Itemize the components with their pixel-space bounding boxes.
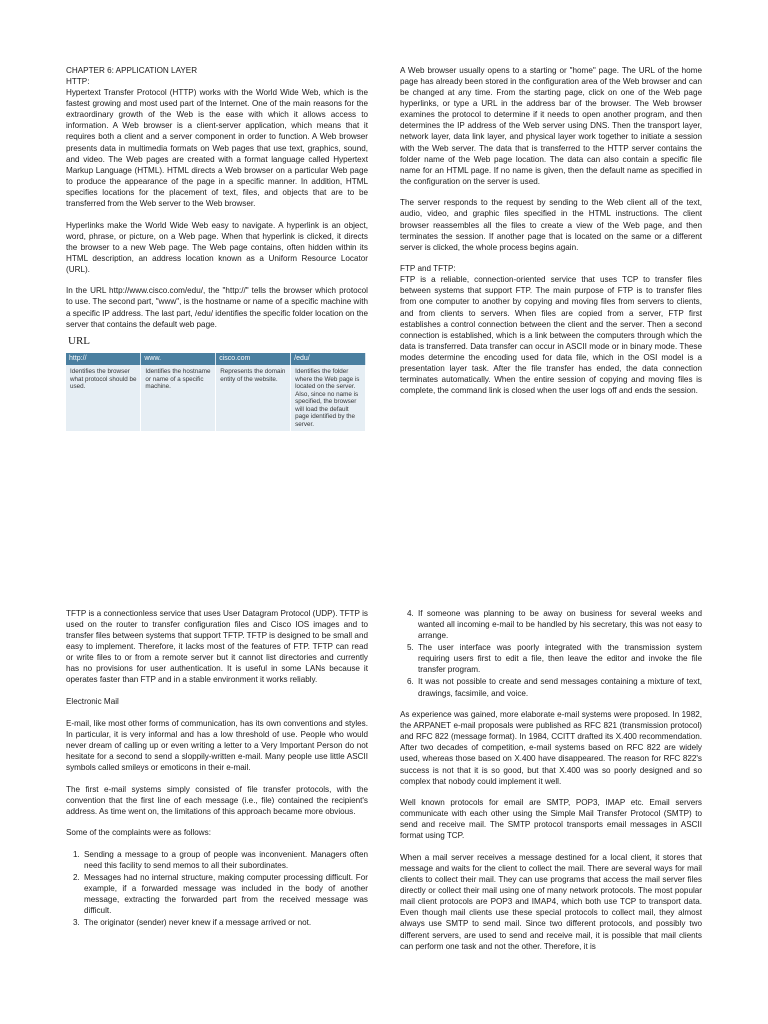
list-item: 6. It was not possible to create and send messages containing a mixture of text, drawings, facsimile, and voice.	[416, 676, 702, 698]
complaints-list	[66, 849, 368, 929]
ftp-paragraph: FTP is a reliable, connection-oriented service that uses TCP to transfer files between systems that support FTP. The main purpose of FTP is to transfer files from one computer to another by copying and moving files from servers to clients, and from clients to servers. When files are copied from a server, FTP first establishes a control connection between the client and the server. Then a second connection is established, which is a link between the computers through which the data is transferred. Data transfer can occur in ASCII mode or in binary mode. These modes determine the encoding used for data file, which in the OSI model is a presentation layer task. After the file transfer has ended, the data connection terminates automatically. When the entire session of copying and moving files is complete, the command link is closed when the user logs off and ends the session.	[400, 275, 702, 396]
page-1-right-column	[400, 65, 702, 407]
complaints-list-continued	[400, 608, 702, 699]
url-cell-protocol: Identifies the browser what protocol should be used.	[66, 365, 141, 431]
url-figure-label: URL	[68, 334, 90, 347]
complaints-intro: Some of the complaints were as follows:	[66, 828, 211, 838]
list-item: 4. If someone was planning to be away on business for several weeks and wanted all incoming e-mail to be handled by his secretary, this was not easy to arrange.	[416, 608, 702, 641]
browser-home-paragraph: A Web browser usually opens to a starting or "home" page. The URL of the home page has already been stored in the configuration area of the Web browser and can be changed at any time. From the starting page, click on one of the Web page hyperlinks, or type a URL in the address bar of the browser. The Web browser examines the protocol to determine if it needs to open another program, and then determines the IP address of the Web server using DNS. Then the transport layer, network layer, data link layer, and physical layer work together to initiate a session with the Web server. The data that is transferred to the HTTP server contains the folder name of the Web page location. The data can also contain a specific file name for an HTML page. If no name is given, then the default name as specified in the configuration on the server is used.	[400, 66, 702, 186]
email-protocols-paragraph: Well known protocols for email are SMTP, POP3, IMAP etc. Email servers communicate with each other using the Simple Mail Transfer Protocol (SMTP) to send and receive mail. The SMTP protocol transports email messages in ASCII format using TCP.	[400, 798, 702, 841]
hyperlink-paragraph: Hyperlinks make the World Wide Web easy to navigate. A hyperlink is an object, word, phrase, or picture, on a Web page. When that hyperlink is clicked, it directs the browser to a new Web page. The Web page contains, often hidden within its HTML description, an address location known as a Uniform Resource Locator (URL).	[66, 220, 368, 274]
url-header-protocol: http://	[66, 353, 141, 365]
chapter-heading	[66, 65, 368, 87]
list-item: 3. The originator (sender) never knew if a message arrived or not.	[82, 917, 368, 928]
url-header-host: www.	[141, 353, 216, 365]
email-heading: Electronic Mail	[66, 697, 119, 707]
url-paragraph: In the URL http://www.cisco.com/edu/, the "http://" tells the browser which protocol to use. The second part, "www", is the hostname or name of a specific machine with a specific IP address. The last part, /edu/ identifies the specific folder location on the server that contains the default web page.	[66, 286, 368, 329]
url-table-body-row	[66, 365, 366, 431]
document-page-2	[0, 598, 768, 1024]
tftp-paragraph: TFTP is a connectionless service that uses User Datagram Protocol (UDP). TFTP is used on the router to transfer configuration files and Cisco IOS images and to transfer files between systems that support TFTP. TFTP is designed to be small and easy to implement. Therefore, it lacks most of the features of FTP. TFTP can read or write files to or from a remote server but it cannot list directories and currently has no provisions for user authentication. It is useful in some LANs because it operates faster than FTP and in a stable environment it works reliably.	[66, 609, 368, 685]
first-email-systems-paragraph: The first e-mail systems simply consisted of file transfer protocols, with the convention that the first line of each message (i.e., file) contained the recipient's address. As time went on, the limitations of this approach became more obvious.	[66, 784, 368, 816]
list-item: 5. The user interface was poorly integrated with the transmission system requiring users first to edit a file, then leave the editor and invoke the file transfer program.	[416, 642, 702, 675]
email-conventions-paragraph: E-mail, like most other forms of communication, has its own conventions and styles. In particular, it is very informal and has a low threshold of use. People who would never dream of calling up or even writing a letter to a Very Important Person do not hesitate for a second to send a sloppily-written e-mail. Many people use little ASCII symbols called smileys or emoticons in their e-mail.	[66, 718, 368, 772]
ftp-section	[400, 263, 702, 396]
http-paragraph-1: Hypertext Transfer Protocol (HTTP) works with the World Wide Web, which is the fastest growing and most used part of the Internet. One of the main reasons for the extraordinary growth of the Web is the ease with which it allows access to information. A Web browser is a client-server application, which means that it requires both a client and a server component in order to function. A Web browser presents data in multimedia formats on Web pages that use text, graphics, sound, and video. The Web pages are created with a format language called Hypertext Markup Language (HTML). HTML directs a Web browser on a particular Web page to produce the appearance of the page in a specific manner. In addition, HTML specifies locations for the placement of text, files, and objects that are to be transferred from the Web server to the Web browser.	[66, 88, 368, 208]
list-item: 2. Messages had no internal structure, making computer processing difficult. For example, if a forwarded message was included in the body of another message, extracting the forwarded part from the received message was difficult.	[82, 872, 368, 916]
http-heading: HTTP:	[66, 77, 90, 87]
chapter-title: CHAPTER 6: APPLICATION LAYER	[66, 66, 198, 75]
list-item: 1. Sending a message to a group of people was inconvenient. Managers often need this facility to send memos to all their subordinates.	[82, 849, 368, 871]
page-1-left-column	[66, 65, 368, 431]
url-cell-folder: Identifies the folder where the Web page is located on the server. Also, since no name is specified, the browser will load the default page identified by the server.	[291, 365, 366, 431]
mail-server-paragraph: When a mail server receives a message destined for a local client, it stores that message and waits for the client to collect the mail. There are several ways for mail clients to collect their mail. They can use programs that access the mail server files directly or collect their mail using one of many network protocols. The most popular mail client protocols are POP3 and IMAP4, which both use TCP to transport data. Even though mail clients use these special protocols to collect mail, they almost always use SMTP to send mail. Since two different protocols, and possibly two different servers, are used to send and receive mail, it is possible that mail clients can perform one task and not the other. Therefore, it is	[400, 852, 702, 951]
url-parts-table	[66, 353, 366, 432]
url-header-domain: cisco.com	[216, 353, 291, 365]
url-header-folder: /edu/	[291, 353, 366, 365]
url-cell-host: Identifies the hostname or name of a specific machine.	[141, 365, 216, 431]
email-history-paragraph: As experience was gained, more elaborate e-mail systems were proposed. In 1982, the ARPANET e-mail proposals were published as RFC 821 (transmission protocol) and RFC 822 (message format). In 1984, CCITT drafted its X.400 recommendation. After two decades of competition, e-mail systems based on RFC 822 are widely used, whereas those based on X.400 have disappeared. The reason for RFC 822's success is not that it is so good, but that X.400 was so poorly designed and so complex that nobody could implement it well.	[400, 710, 702, 786]
url-table-header-row	[66, 353, 366, 365]
url-cell-domain: Represents the domain entity of the website.	[216, 365, 291, 431]
server-response-paragraph: The server responds to the request by sending to the Web client all of the text, audio, video, and graphic files specified in the HTML instructions. The client browser reassembles all the files to create a view of the Web page, and then terminates the session. If another page that is located on the same or a different server is clicked, the whole process begins again.	[400, 198, 702, 252]
page-2-right-column	[400, 608, 702, 962]
ftp-heading: FTP and TFTP:	[400, 264, 456, 274]
page-2-left-column	[66, 608, 368, 929]
